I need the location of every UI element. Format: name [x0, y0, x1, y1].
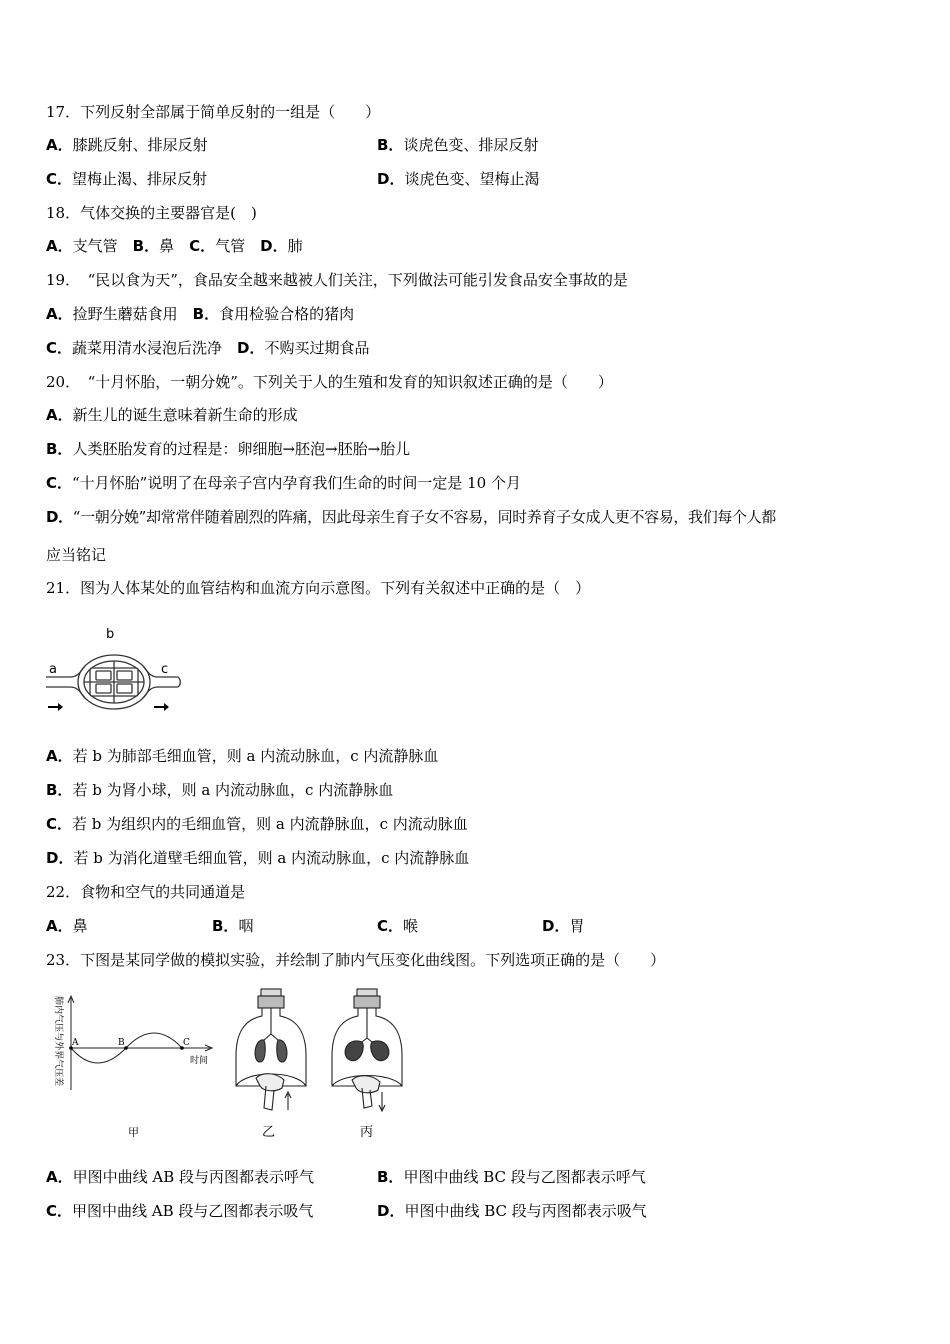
- option-text: 甲图中曲线 BC 段与乙图都表示呼气: [403, 1168, 646, 1186]
- option-text: 蔬菜用清水浸泡后洗净: [72, 339, 223, 357]
- q17-stem: 17．下列反射全部属于简单反射的一组是（ ）: [46, 103, 381, 121]
- figure-yi-label: 乙: [262, 1125, 276, 1140]
- option-label: A．: [46, 237, 73, 255]
- option-text: 鼻: [159, 237, 175, 255]
- option-label: B．: [46, 781, 73, 799]
- q18-options: [46, 236, 303, 256]
- option-label: B．: [132, 237, 160, 255]
- q18-stem: 18．气体交换的主要器官是( ): [46, 204, 257, 222]
- q21-option-a: [46, 746, 438, 766]
- point-c-label: C: [183, 1038, 190, 1048]
- q21-option-d: [46, 848, 469, 868]
- q23-option-b: [377, 1167, 646, 1187]
- option-text: 人类胚胎发育的过程是：卵细胞→胚泡→胚胎→胎儿: [72, 440, 411, 458]
- figure-jia-label: 甲: [128, 1126, 139, 1139]
- q17-option-a: [46, 135, 208, 155]
- point-a-label: A: [72, 1038, 79, 1048]
- q17-option-d: [377, 169, 539, 189]
- option-text: 谈虎色变、排尿反射: [403, 136, 539, 154]
- option-label: D．: [377, 170, 405, 188]
- option-label: C．: [377, 917, 404, 935]
- option-text: “一朝分娩”却常常伴随着剧烈的阵痛，因此母亲生育子女不容易，同时养育子女成人更不容易，我们每个人都: [72, 508, 776, 526]
- option-text: 新生儿的诞生意味着新生命的形成: [72, 406, 298, 424]
- option-text: 捡野生蘑菇食用: [72, 305, 178, 323]
- option-label: A．: [46, 1168, 73, 1186]
- option-label: D．: [237, 339, 265, 357]
- option-text: 甲图中曲线 BC 段与丙图都表示吸气: [404, 1202, 647, 1220]
- option-text: 膝跳反射、排尿反射: [72, 136, 208, 154]
- q23-option-d: [377, 1201, 647, 1221]
- option-text: 肺: [287, 237, 303, 255]
- option-label: C．: [189, 237, 216, 255]
- option-label: C．: [46, 474, 73, 492]
- q20-option-c: [46, 473, 521, 493]
- option-label: D．: [46, 508, 73, 526]
- option-text: 支气管: [72, 237, 118, 255]
- bell-jar-bing-figure: [328, 986, 406, 1142]
- q23-stem: 23．下图是某同学做的模拟实验，并绘制了肺内气压变化曲线图。下列选项正确的是（ ）: [46, 951, 666, 969]
- option-text: 鼻: [72, 917, 88, 935]
- option-label: D．: [542, 917, 570, 935]
- q20-stem: 20． “十月怀胎，一朝分娩”。下列关于人的生殖和发育的知识叙述正确的是（ ）: [46, 373, 613, 391]
- option-label: C．: [46, 815, 73, 833]
- x-axis-label: 时间: [190, 1056, 209, 1066]
- option-label: C．: [46, 170, 73, 188]
- option-text: 若 b 为肺部毛细血管，则 a 内流动脉血，c 内流静脉血: [72, 747, 439, 765]
- q23-option-a: [46, 1167, 314, 1187]
- option-label: C．: [46, 339, 73, 357]
- option-text: 甲图中曲线 AB 段与丙图都表示呼气: [72, 1168, 315, 1186]
- q20-option-d-continued: 应当铭记: [46, 546, 107, 564]
- q23-option-c: [46, 1201, 313, 1221]
- q19-options-cd: [46, 338, 370, 358]
- option-text: 喉: [403, 917, 419, 935]
- figure-bing-label: 丙: [360, 1125, 374, 1140]
- option-label: B．: [212, 917, 239, 935]
- option-label: A．: [46, 917, 73, 935]
- q20-option-a: [46, 405, 298, 425]
- option-text: 若 b 为组织内的毛细血管，则 a 内流静脉血，c 内流动脉血: [72, 815, 468, 833]
- option-label: A．: [46, 406, 73, 424]
- q22-stem: 22．食物和空气的共同通道是: [46, 883, 246, 901]
- option-label: D．: [260, 237, 288, 255]
- option-text: 谈虎色变、望梅止渴: [404, 170, 540, 188]
- point-b-label: B: [118, 1038, 125, 1048]
- option-text: “十月怀胎”说明了在母亲子宫内孕育我们生命的时间一定是 10 个月: [72, 474, 521, 492]
- q19-options-ab: [46, 304, 354, 324]
- q20-option-d: [46, 507, 776, 527]
- label-b: b: [106, 627, 115, 642]
- bell-jar-yi-figure: [232, 986, 310, 1142]
- option-label: D．: [377, 1202, 405, 1220]
- q21-option-b: [46, 780, 393, 800]
- pressure-curve-figure: [50, 990, 220, 1140]
- option-text: 望梅止渴、排尿反射: [72, 170, 208, 188]
- q22-option-a: [46, 916, 88, 936]
- q20-option-b: [46, 439, 410, 459]
- label-a: a: [49, 662, 57, 677]
- q17-option-b: [377, 135, 538, 155]
- option-label: B．: [192, 305, 220, 323]
- option-text: 胃: [569, 917, 585, 935]
- q21-option-c: [46, 814, 468, 834]
- option-label: A．: [46, 747, 73, 765]
- option-text: 食用检验合格的猪肉: [219, 305, 355, 323]
- option-label: B．: [377, 1168, 404, 1186]
- option-label: B．: [377, 136, 404, 154]
- q22-option-d: [542, 916, 584, 936]
- option-label: C．: [46, 1202, 73, 1220]
- q21-stem: 21．图为人体某处的血管结构和血流方向示意图。下列有关叙述中正确的是（ ）: [46, 579, 591, 597]
- q19-stem: 19． “民以食为天”，食品安全越来越被人们关注，下列做法可能引发食品安全事故的是: [46, 271, 628, 289]
- option-text: 不购买过期食品: [264, 339, 370, 357]
- q22-option-c: [377, 916, 418, 936]
- y-axis-label: 肺内气压与外界气压差: [53, 996, 63, 1087]
- option-label: D．: [46, 849, 74, 867]
- option-label: A．: [46, 136, 73, 154]
- option-label: A．: [46, 305, 73, 323]
- blood-vessel-diagram: [44, 622, 184, 718]
- option-text: 甲图中曲线 AB 段与乙图都表示吸气: [72, 1202, 314, 1220]
- q22-option-b: [212, 916, 253, 936]
- option-text: 若 b 为肾小球，则 a 内流动脉血，c 内流静脉血: [72, 781, 394, 799]
- q17-option-c: [46, 169, 207, 189]
- option-text: 若 b 为消化道壁毛细血管，则 a 内流动脉血，c 内流静脉血: [73, 849, 470, 867]
- label-c: c: [161, 662, 169, 677]
- option-text: 咽: [238, 917, 254, 935]
- option-label: B．: [46, 440, 73, 458]
- option-text: 气管: [215, 237, 246, 255]
